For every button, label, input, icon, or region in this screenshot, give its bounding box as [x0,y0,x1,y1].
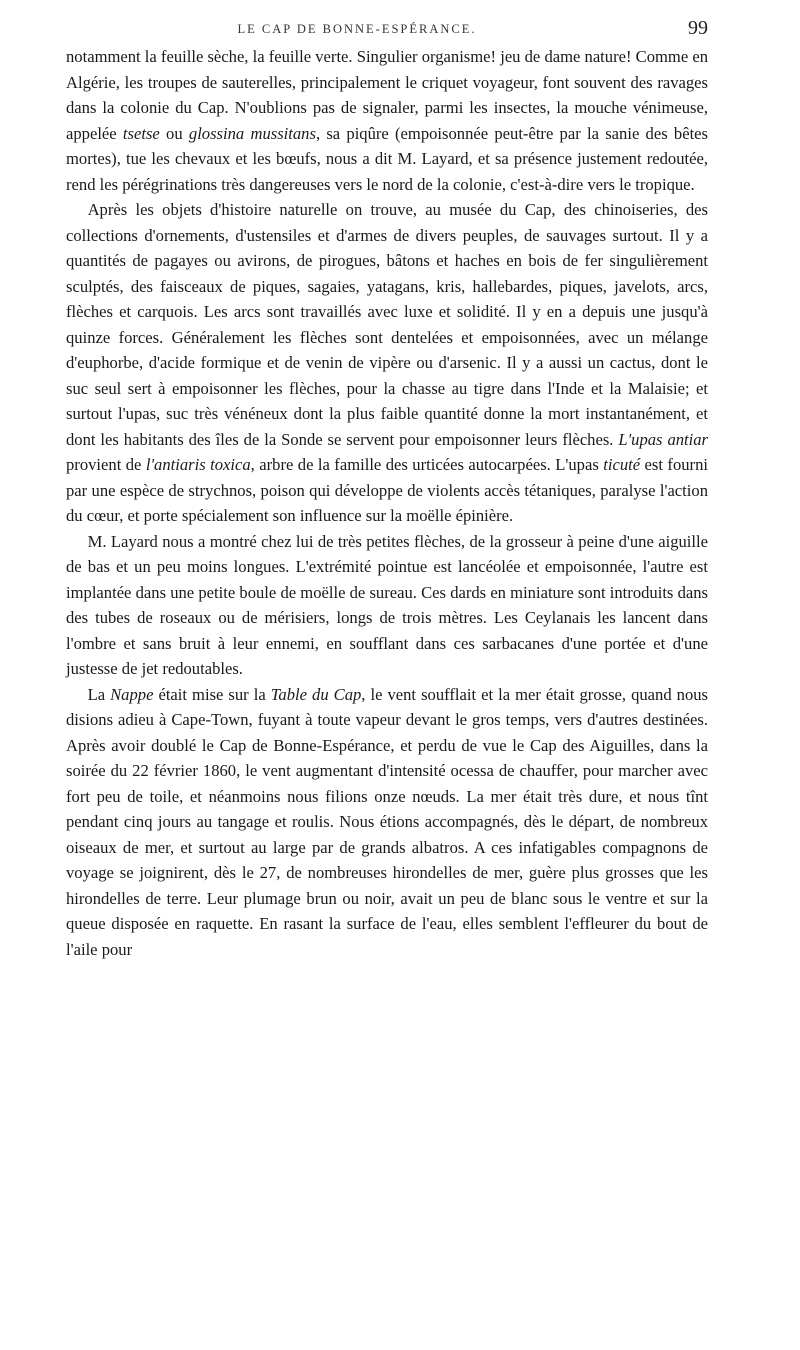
italic-term: tsetse [122,123,160,143]
text-run: , sa piqûre (empoisonnée peut-être par la sanie des bêtes mortes), tue les chevaux et les bœufs, nous a dit M. Layard, et sa présence justement redoutée, rend les pérégrinations très dangereuses vers le nord de la colonie, c'est-à-dire vers le tropique. [66,123,709,194]
text-run: est fourni par une espèce de strychnos, poison qui développe de violents accès tétaniques, paralyse l'action du cœur, et porte spécialement son influence sur la moëlle épinière. [66,455,708,525]
italic-term: Nappe [110,684,154,704]
text-run: Après les objets d'histoire naturelle on trouve, au musée du Cap, des chinoiseries, des collections d'ornements, d'ustensiles et d'armes de divers peuples, de sauvages surtout. Il y a quantités de pagayes ou avirons, de pirogues, bâtons et haches en bois de fer singulièrement sculptés, des faisceaux de piques, sagaies, yatagans, kris, hallebardes, piques, javelots, arcs, flèches et carquois. Les arcs sont travaillés avec luxe et solidité. Il y en a depuis une jusqu'à quinze forces. Généralement les flèches sont dentelées et empoisonnées, avec un mélange d'euphorbe, d'acide formique et de venin de vipère ou d'arsenic. Il y a aussi un cactus, dont le suc seul sert à empoisonner les flèches, pour la chasse au tigre dans l'Inde et la Malaisie; et surtout l'upas, suc très vénéneux dont la plus faible quantité donne la mort instantanément, et dont les habitants des îles de la Sonde se servent pour empoisonner leurs flèches. [66,200,708,449]
italic-term: L'upas antiar [618,429,709,449]
italic-term: glossina mussitans [188,123,316,143]
italic-term: ticuté [603,455,641,474]
italic-term: Table du Cap [270,684,362,704]
body-text [66,44,708,962]
text-run: provient de [66,455,146,474]
text-run: était mise sur la [153,684,271,704]
paragraph-2 [66,197,708,529]
text-run: , le vent soufflait et la mer était grosse, quand nous disions adieu à Cape-Town, fuyant à toute vapeur devant le gros temps, vers d'autres destinées. Après avoir doublé le Cap de Bonne-Espérance, et perdu de vue le Cap des Aiguilles, dans la soirée du 22 février 1860, le vent augmentant d'intensité ocessa de chauffer, pour marcher avec fort peu de toile, et néanmoins nous filions onze nœuds. La mer était très dure, et nous tînt pendant cinq jours au tangage et roulis. Nous étions accompagnés, dès le départ, de nombreux oiseaux de mer, et surtout au large par de grands albatros. A ces infatigables compagnons de voyage se joignirent, dès le 27, de nombreuses hirondelles de mer, guère plus grosses que les hirondelles de terre. Leur plumage brun ou noir, avait un peu de blanc sous le ventre et sur la queue disposée en raquette. En rasant la surface de l'eau, elles semblent l'effleurer du bout de l'aile pour [66,684,708,959]
running-head [66,0,708,44]
text-run: , arbre de la famille des urticées autocarpées. L'upas [250,455,604,474]
text-run: La [87,684,111,704]
paragraph-3 [66,529,708,682]
page-number: 99 [688,17,708,39]
running-title: LE CAP DE BONNE-ESPÉRANCE. [237,22,477,36]
text-run: notamment la feuille sèche, la feuille verte. Singulier organisme! jeu de dame nature! Comme en Algérie, les troupes de sauterelles, principalement le criquet voyageur, font souvent des ravages dans la colonie du Cap. N'oublions pas de signaler, parmi les insectes, la mouche vénimeuse, appelée [66,47,709,143]
text-run: ou [159,123,189,143]
italic-term: l'antiaris toxica [145,455,251,474]
text-run: M. Layard nous a montré chez lui de très petites flèches, de la grosseur à peine d'une aiguille de bas et un peu moins longues. L'extrémité pointue est lancéolée et empoisonnée, l'autre est implantée dans une petite boule de moëlle de sureau. Ces dards en miniature sont introduits dans des tubes de roseaux ou de mérisiers, longs de trois mètres. Les Ceylanais les lancent dans l'ombre et sans bruit à leur ennemi, en soufflant dans ces sarbacanes d'une portée et d'une justesse de jet redoutables. [66,531,708,678]
paragraph-1 [66,44,708,197]
paragraph-4 [66,682,708,963]
